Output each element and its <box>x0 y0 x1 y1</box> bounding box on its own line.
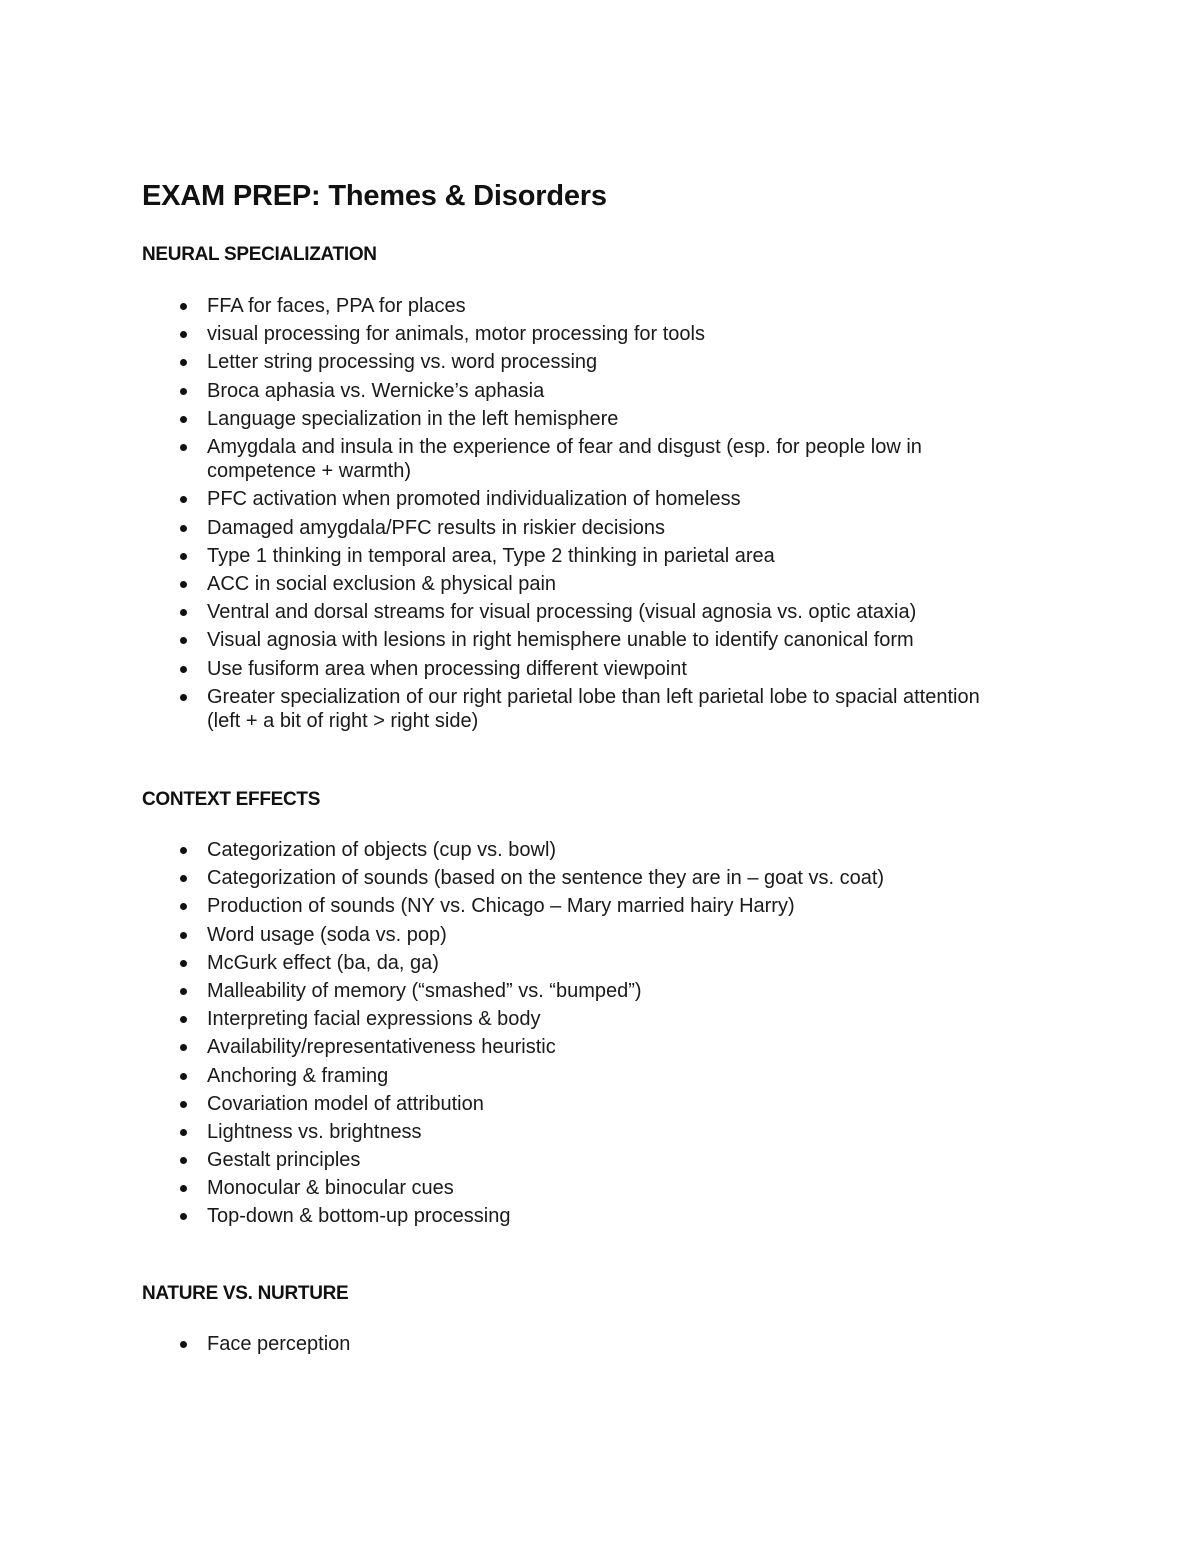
bullet-icon <box>180 1341 187 1348</box>
list-item <box>0 866 1012 894</box>
bullet-list-context-effects <box>0 838 1012 1233</box>
list-item <box>0 379 1012 407</box>
list-item-text: McGurk effect (ba, da, ga) <box>207 951 439 974</box>
list-item <box>0 923 1012 951</box>
list-item <box>0 979 1012 1007</box>
list-item-text: Visual agnosia with lesions in right hemisphere unable to identify canonical form <box>207 629 914 652</box>
section-heading-neural-specialization: NEURAL SPECIALIZATION <box>142 244 377 265</box>
list-item <box>0 628 1012 656</box>
list-item-text: Damaged amygdala/PFC results in riskier decisions <box>207 516 665 539</box>
bullet-icon <box>180 847 187 854</box>
list-item-text: Lightness vs. brightness <box>207 1120 422 1143</box>
list-item-text: Broca aphasia vs. Wernicke’s aphasia <box>207 379 545 402</box>
bullet-icon <box>180 331 187 338</box>
list-item-text: Monocular & binocular cues <box>207 1177 454 1200</box>
bullet-icon <box>180 416 187 423</box>
document-title: EXAM PREP: Themes & Disorders <box>142 180 607 212</box>
list-item <box>0 294 1012 322</box>
bullet-icon <box>180 1129 187 1136</box>
list-item <box>0 600 1012 628</box>
bullet-icon <box>180 960 187 967</box>
list-item-text: Availability/representativeness heuristic <box>207 1036 556 1059</box>
list-item-text: Categorization of objects (cup vs. bowl) <box>207 839 557 861</box>
list-item <box>0 657 1012 685</box>
list-item-text: Interpreting facial expressions & body <box>207 1008 541 1031</box>
list-item <box>0 894 1012 922</box>
list-item <box>0 435 1012 487</box>
list-item-text: Gestalt principles <box>207 1149 361 1172</box>
list-item-text: PFC activation when promoted individualization of homeless <box>207 488 741 511</box>
list-item-text: Type 1 thinking in temporal area, Type 2 thinking in parietal area <box>207 544 775 567</box>
bullet-icon <box>180 444 187 451</box>
list-item-text: Language specialization in the left hemisphere <box>207 407 619 430</box>
list-item-text: FFA for faces, PPA for places <box>207 295 466 317</box>
list-item <box>0 322 1012 350</box>
list-item-text: Covariation model of attribution <box>207 1092 484 1115</box>
bullet-icon <box>180 1044 187 1051</box>
list-item <box>0 487 1012 515</box>
list-item <box>0 544 1012 572</box>
list-item <box>0 838 1012 866</box>
list-item <box>0 951 1012 979</box>
list-item-text: Malleability of memory (“smashed” vs. “bumped”) <box>207 979 642 1002</box>
list-item <box>0 1120 1012 1148</box>
list-item-text: Top-down & bottom-up processing <box>207 1205 511 1228</box>
bullet-icon <box>180 637 187 644</box>
list-item <box>0 407 1012 435</box>
list-item <box>0 1204 1012 1232</box>
list-item <box>0 1176 1012 1204</box>
bullet-icon <box>180 1213 187 1220</box>
list-item <box>0 1064 1012 1092</box>
list-item <box>0 1092 1012 1120</box>
list-item-text: Categorization of sounds (based on the sentence they are in – goat vs. coat) <box>207 867 885 890</box>
list-item <box>0 685 1012 737</box>
bullet-icon <box>180 1157 187 1164</box>
list-item <box>0 1035 1012 1063</box>
list-item <box>0 516 1012 544</box>
bullet-icon <box>180 359 187 366</box>
list-item-text: Ventral and dorsal streams for visual processing (visual agnosia vs. optic ataxia) <box>207 601 917 624</box>
bullet-icon <box>180 1185 187 1192</box>
bullet-icon <box>180 988 187 995</box>
bullet-icon <box>180 694 187 701</box>
section-heading-context-effects: CONTEXT EFFECTS <box>142 789 321 810</box>
bullet-icon <box>180 609 187 616</box>
bullet-icon <box>180 496 187 503</box>
bullet-icon <box>180 875 187 882</box>
bullet-icon <box>180 388 187 395</box>
list-item <box>0 350 1012 378</box>
bullet-icon <box>180 553 187 560</box>
list-item-text: visual processing for animals, motor processing for tools <box>207 323 705 346</box>
list-item <box>0 572 1012 600</box>
bullet-icon <box>180 1101 187 1108</box>
list-item <box>0 1148 1012 1176</box>
bullet-icon <box>180 581 187 588</box>
bullet-icon <box>180 1016 187 1023</box>
list-item-text: Anchoring & framing <box>207 1064 389 1087</box>
list-item-text: Greater specialization of our right parietal lobe than left parietal lobe to spacial attention (left + a bit of right > right side) <box>207 685 980 733</box>
bullet-icon <box>180 666 187 673</box>
list-item-text: Use fusiform area when processing different viewpoint <box>207 657 687 680</box>
list-item <box>0 1332 1012 1360</box>
bullet-icon <box>180 903 187 910</box>
list-item-text: Letter string processing vs. word processing <box>207 351 598 374</box>
list-item-text: Amygdala and insula in the experience of fear and disgust (esp. for people low in competence + warmth) <box>207 435 922 483</box>
section-heading-nature-vs-nurture: NATURE VS. NURTURE <box>142 1283 349 1304</box>
bullet-icon <box>180 525 187 532</box>
bullet-icon <box>180 1073 187 1080</box>
list-item-text: Face perception <box>207 1333 351 1355</box>
list-item-text: Word usage (soda vs. pop) <box>207 923 447 946</box>
list-item-text: Production of sounds (NY vs. Chicago – Mary married hairy Harry) <box>207 895 795 918</box>
bullet-icon <box>180 303 187 310</box>
list-item-text: ACC in social exclusion & physical pain <box>207 572 557 595</box>
bullet-list-nature-vs-nurture <box>0 1332 1012 1360</box>
bullet-icon <box>180 932 187 939</box>
bullet-list-neural-specialization <box>0 294 1012 737</box>
list-item <box>0 1007 1012 1035</box>
